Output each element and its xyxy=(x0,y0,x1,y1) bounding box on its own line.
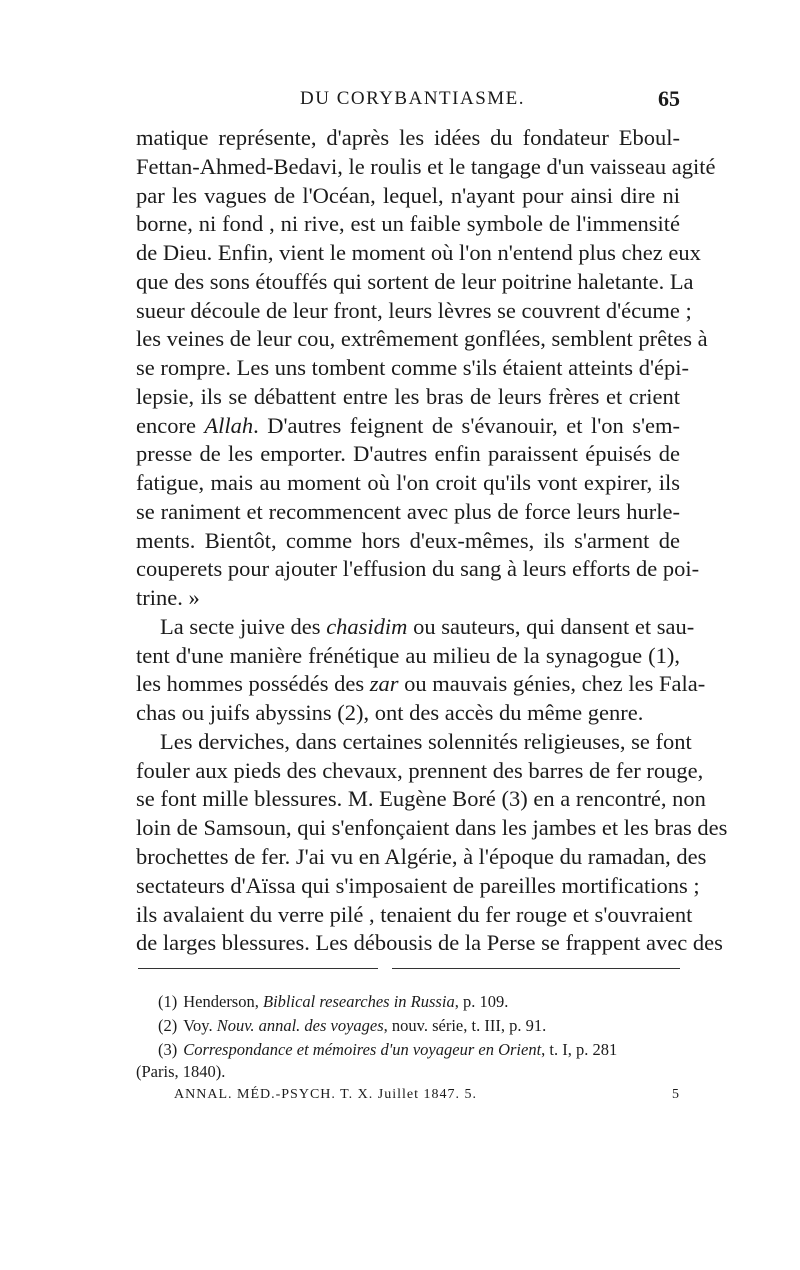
text-line: fatigue, mais au moment où l'on croit qu'ils vont expirer, ils xyxy=(136,470,680,496)
footnote-number: (2) xyxy=(158,1016,178,1035)
text-line: encore Allah. D'autres feignent de s'évanouir, et l'on s'em- xyxy=(136,412,680,438)
text-line: La secte juive des chasidim ou sauteurs, qui dansent et sau- xyxy=(160,613,695,639)
text-line: lepsie, ils se débattent entre les bras de leurs frères et crient xyxy=(136,383,680,409)
text-line: Fettan-Ahmed-Bedavi, le roulis et le tangage d'un vaisseau agité xyxy=(136,153,716,179)
text-line: fouler aux pieds des chevaux, prennent des barres de fer rouge, xyxy=(136,757,704,783)
text-line: borne, ni fond , ni rive, est un faible symbole de l'immensité xyxy=(136,211,680,237)
text-line: Les derviches, dans certaines solennités religieuses, se font xyxy=(160,728,692,754)
text-line: brochettes de fer. J'ai vu en Algérie, à l'époque du ramadan, des xyxy=(136,844,707,869)
text-line: se font mille blessures. M. Eugène Boré (3) en a rencontré, non xyxy=(136,786,706,812)
footnote-3-continued: (Paris, 1840). xyxy=(136,1062,226,1081)
running-head xyxy=(300,88,680,118)
text-line: ils avalaient du verre pilé , tenaient du fer rouge et s'ouvraient xyxy=(136,901,693,927)
footnote-text: Henderson, Biblical researches in Russia, p. 109. xyxy=(183,992,509,1011)
text-line: les veines de leur cou, extrêmement gonflées, semblent prêtes à xyxy=(136,326,708,352)
text-line: ments. Bientôt, comme hors d'eux-mêmes, ils s'arment de xyxy=(136,527,680,553)
text-line: que des sons étouffés qui sortent de leur poitrine haletante. La xyxy=(136,268,694,294)
footnote-3 xyxy=(158,1038,680,1062)
text-line: trine. » xyxy=(136,585,200,611)
text-line: se raniment et recommencent avec plus de force leurs hurle- xyxy=(136,498,680,524)
footnote-text: Voy. Nouv. annal. des voyages, nouv. série, t. III, p. 91. xyxy=(183,1016,547,1035)
footnote-2 xyxy=(158,1014,680,1038)
footnote-rule xyxy=(392,968,680,969)
text-line: de larges blessures. Les débousis de la Perse se frappent avec des xyxy=(136,930,723,956)
footnote-number: (1) xyxy=(158,992,178,1011)
text-line: couperets pour ajouter l'effusion du sang à leurs efforts de poi- xyxy=(136,556,700,582)
footnote-1 xyxy=(158,990,680,1014)
text-line: presse de les emporter. D'autres enfin paraissent épuisés de xyxy=(136,441,680,467)
text-line: par les vagues de l'Océan, lequel, n'ayant pour ainsi dire ni xyxy=(136,182,680,208)
text-line: sueur découle de leur front, leurs lèvres se couvrent d'écume ; xyxy=(136,297,692,323)
text-line: tent d'une manière frénétique au milieu de la synagogue (1), xyxy=(136,642,680,668)
printer-signature xyxy=(174,1084,680,1106)
text-line: chas ou juifs abyssins (2), ont des accès du même genre. xyxy=(136,700,644,726)
footnote-text: Correspondance et mémoires d'un voyageur en Orient, t. I, p. 281 xyxy=(183,1040,618,1059)
text-line: de Dieu. Enfin, vient le moment où l'on n'entend plus chez eux xyxy=(136,240,701,265)
footnote-rule xyxy=(138,968,378,969)
footnote-number: (3) xyxy=(158,1040,178,1059)
text-line: les hommes possédés des zar ou mauvais génies, chez les Fala- xyxy=(136,671,706,697)
text-line: matique représente, d'après les idées du fondateur Eboul- xyxy=(136,125,680,150)
text-line: sectateurs d'Aïssa qui s'imposaient de pareilles mortifications ; xyxy=(136,872,700,898)
running-title: DU CORYBANTIASME. xyxy=(300,88,526,109)
text-line: loin de Samsoun, qui s'enfonçaient dans les jambes et les bras des xyxy=(136,815,728,841)
signature-text: ANNAL. MÉD.-PSYCH. T. X. Juillet 1847. 5. xyxy=(174,1087,477,1102)
sheet-number: 5 xyxy=(672,1087,680,1102)
page-number: 65 xyxy=(658,86,680,111)
text-line: se rompre. Les uns tombent comme s'ils étaient atteints d'épi- xyxy=(136,355,689,381)
